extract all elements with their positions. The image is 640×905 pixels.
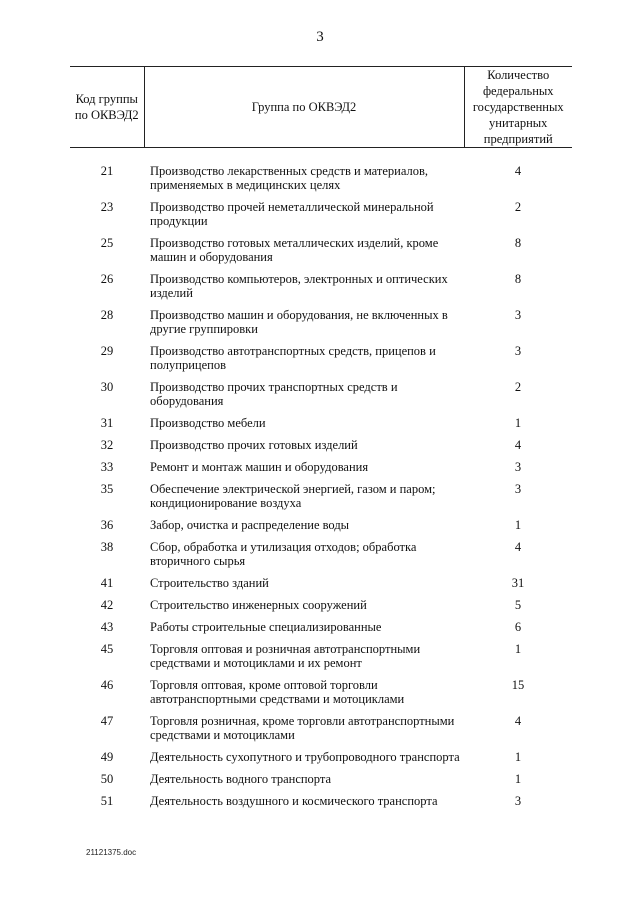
- row-code: 30: [100, 380, 114, 394]
- row-enterprise-count: 1: [514, 750, 522, 764]
- row-group-name: Торговля оптовая и розничная автотранспортными средствами и мотоциклами и их ремонт: [150, 642, 421, 670]
- table-row: [70, 308, 572, 344]
- row-enterprise-count: 31: [511, 576, 525, 590]
- row-group-name: Ремонт и монтаж машин и оборудования: [150, 460, 369, 474]
- okved-table: [70, 66, 572, 816]
- table-row: [70, 200, 572, 236]
- row-group-name: Сбор, обработка и утилизация отходов; обработка вторичного сырья: [150, 540, 417, 568]
- row-group-name: Забор, очистка и распределение воды: [150, 518, 350, 532]
- row-enterprise-count: 3: [514, 308, 522, 322]
- row-group-name: Деятельность сухопутного и трубопроводного транспорта: [150, 750, 460, 764]
- page-number: 3: [316, 29, 324, 45]
- row-group-name: Производство машин и оборудования, не включенных в другие группировки: [150, 308, 448, 336]
- row-enterprise-count: 4: [514, 714, 522, 728]
- row-group-name: Торговля розничная, кроме торговли автотранспортными средствами и мотоциклами: [150, 714, 455, 742]
- header-code: Код группы по ОКВЭД2: [70, 67, 144, 148]
- row-code: 45: [100, 642, 114, 656]
- table-row: [70, 772, 572, 794]
- row-enterprise-count: 5: [514, 598, 522, 612]
- row-code: 46: [100, 678, 114, 692]
- row-enterprise-count: 8: [514, 236, 522, 250]
- row-code: 31: [100, 416, 114, 430]
- row-code: 32: [100, 438, 114, 452]
- table-header-row: [70, 67, 572, 148]
- row-code: 49: [100, 750, 114, 764]
- row-enterprise-count: 3: [514, 344, 522, 358]
- table-row: [70, 598, 572, 620]
- row-enterprise-count: 4: [514, 438, 522, 452]
- header-group-name: Группа по ОКВЭД2: [144, 67, 464, 148]
- row-code: 50: [100, 772, 114, 786]
- row-enterprise-count: 1: [514, 772, 522, 786]
- table-row: [70, 540, 572, 576]
- table-row: [70, 438, 572, 460]
- row-code: 23: [100, 200, 114, 214]
- row-code: 21: [100, 164, 114, 178]
- row-group-name: Производство автотранспортных средств, прицепов и полуприцепов: [150, 344, 436, 372]
- row-enterprise-count: 3: [514, 482, 522, 496]
- row-enterprise-count: 4: [514, 540, 522, 554]
- table-row: [70, 344, 572, 380]
- table-row: [70, 518, 572, 540]
- table-row: [70, 714, 572, 750]
- okved-table-container: [70, 66, 572, 816]
- table-row: [70, 164, 572, 200]
- table-row: [70, 416, 572, 438]
- row-code: 33: [100, 460, 114, 474]
- table-spacer-row: [70, 148, 572, 165]
- row-code: 43: [100, 620, 114, 634]
- row-group-name: Производство мебели: [150, 416, 266, 430]
- row-code: 36: [100, 518, 114, 532]
- row-enterprise-count: 15: [511, 678, 525, 692]
- row-group-name: Производство компьютеров, электронных и оптических изделий: [150, 272, 448, 300]
- row-code: 29: [100, 344, 114, 358]
- table-row: [70, 678, 572, 714]
- row-group-name: Производство прочей неметаллической минеральной продукции: [150, 200, 434, 228]
- row-enterprise-count: 1: [514, 416, 522, 430]
- table-row: [70, 272, 572, 308]
- row-group-name: Строительство зданий: [150, 576, 269, 590]
- row-group-name: Производство прочих готовых изделий: [150, 438, 358, 452]
- table-row: [70, 576, 572, 598]
- table-row: [70, 794, 572, 816]
- row-code: 28: [100, 308, 114, 322]
- table-row: [70, 620, 572, 642]
- row-code: 42: [100, 598, 114, 612]
- row-group-name: Деятельность водного транспорта: [150, 772, 332, 786]
- row-group-name: Производство готовых металлических изделий, кроме машин и оборудования: [150, 236, 439, 264]
- table-row: [70, 482, 572, 518]
- row-group-name: Производство прочих транспортных средств и оборудования: [150, 380, 398, 408]
- table-row: [70, 236, 572, 272]
- row-enterprise-count: 2: [514, 380, 522, 394]
- table-row: [70, 460, 572, 482]
- row-code: 35: [100, 482, 114, 496]
- table-body: [70, 148, 572, 817]
- row-code: 47: [100, 714, 114, 728]
- row-enterprise-count: 3: [514, 794, 522, 808]
- row-code: 41: [100, 576, 114, 590]
- row-code: 51: [100, 794, 114, 808]
- row-group-name: Торговля оптовая, кроме оптовой торговли автотранспортными средствами и мотоциклами: [150, 678, 405, 706]
- row-enterprise-count: 1: [514, 518, 522, 532]
- row-enterprise-count: 4: [514, 164, 522, 178]
- table-row: [70, 642, 572, 678]
- row-group-name: Работы строительные специализированные: [150, 620, 382, 634]
- row-group-name: Обеспечение электрической энергией, газом и паром; кондиционирование воздуха: [150, 482, 436, 510]
- footer-file-name: 21121375.doc: [86, 848, 137, 857]
- row-group-name: Строительство инженерных сооружений: [150, 598, 367, 612]
- row-enterprise-count: 6: [514, 620, 522, 634]
- row-enterprise-count: 8: [514, 272, 522, 286]
- row-enterprise-count: 1: [514, 642, 522, 656]
- header-enterprise-count: Количество федеральных государственных унитарных предприятий: [464, 67, 572, 148]
- row-code: 38: [100, 540, 114, 554]
- table-row: [70, 380, 572, 416]
- row-group-name: Производство лекарственных средств и материалов, применяемых в медицинских целях: [150, 164, 428, 192]
- row-enterprise-count: 2: [514, 200, 522, 214]
- row-enterprise-count: 3: [514, 460, 522, 474]
- table-row: [70, 750, 572, 772]
- row-code: 25: [100, 236, 114, 250]
- row-code: 26: [100, 272, 114, 286]
- row-group-name: Деятельность воздушного и космического транспорта: [150, 794, 438, 808]
